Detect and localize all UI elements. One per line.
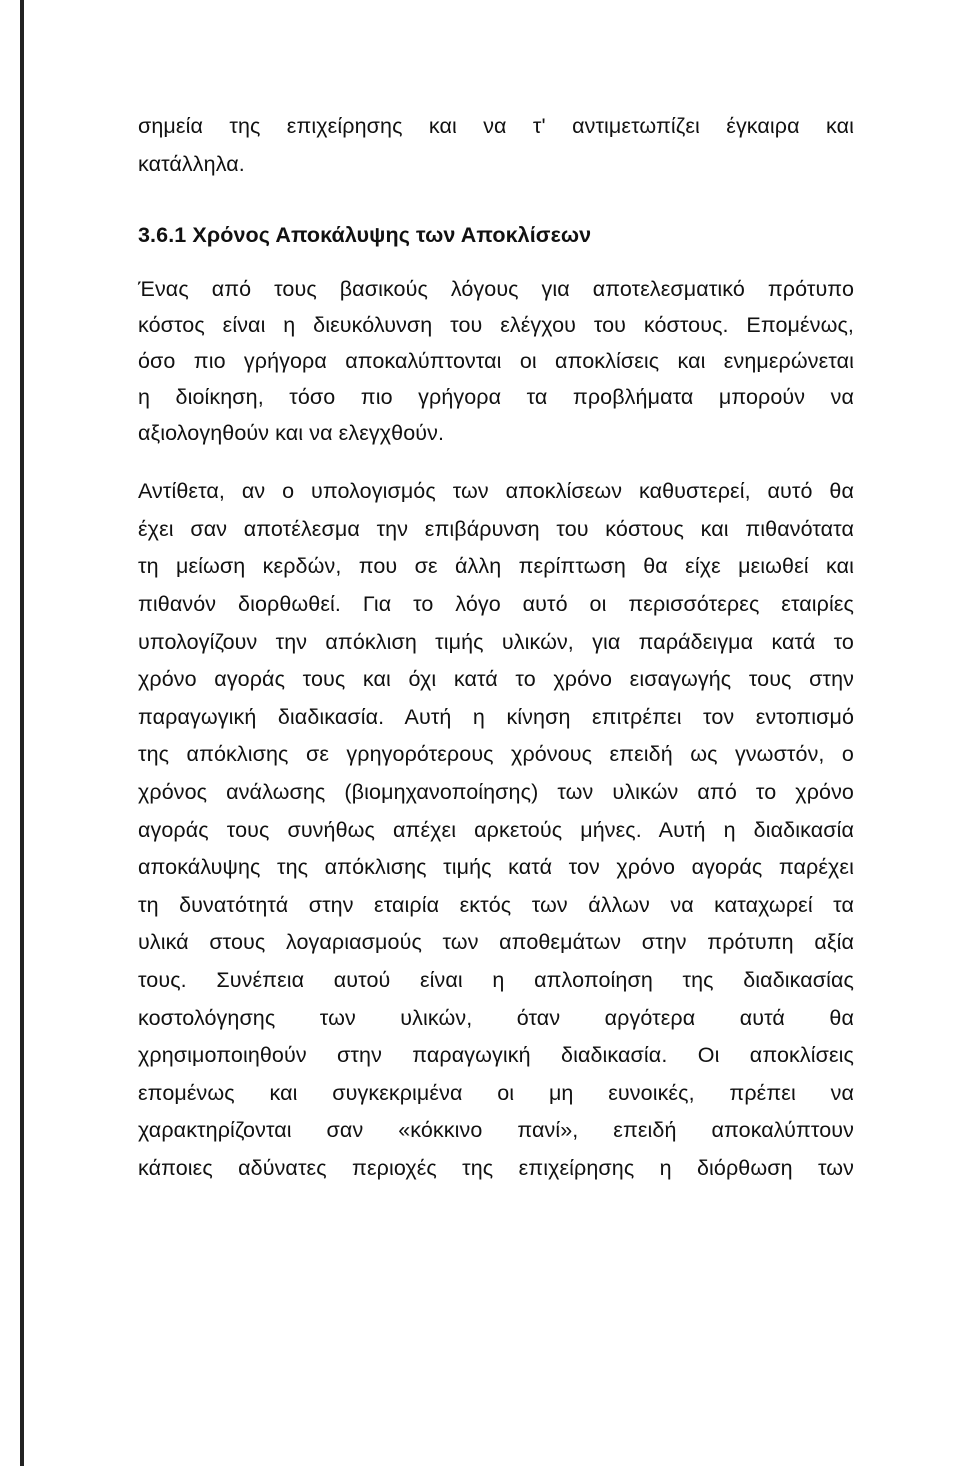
p1-line-1: Ένας από τους βασικούς λόγους για αποτελεσματικό πρότυπο — [138, 277, 854, 302]
p2-line-8: της απόκλισης σε γρηγορότερους χρόνους επειδή ως γνωστόν, ο — [138, 742, 854, 767]
intro-line-2: κατάλληλα. — [138, 151, 245, 176]
page-edge-rule — [20, 0, 24, 1466]
p2-line-5: υπολογίζουν την απόκλιση τιμής υλικών, για παράδειγμα κατά το — [138, 629, 854, 654]
p2-line-16: χρησιμοποιηθούν στην παραγωγική διαδικασία. Οι αποκλίσεις — [138, 1043, 854, 1068]
p2-line-14: τους. Συνέπεια αυτού είναι η απλοποίηση της διαδικασίας — [138, 967, 854, 992]
intro-paragraph — [138, 108, 854, 183]
p1-line-4: η διοίκηση, τόσο πιο γρήγορα τα προβλήματα μπορούν να — [138, 385, 854, 410]
section-heading: 3.6.1 Χρόνος Αποκάλυψης των Αποκλίσεων — [138, 223, 592, 248]
p2-line-6: χρόνο αγοράς τους και όχι κατά το χρόνο εισαγωγής τους στην — [138, 667, 854, 692]
p2-line-15: κοστολόγησης των υλικών, όταν αργότερα αυτά θα — [138, 1005, 854, 1030]
p2-line-4: πιθανόν διορθωθεί. Για το λόγο αυτό οι περισσότερες εταιρίες — [138, 591, 854, 616]
p2-line-18: χαρακτηρίζονται σαν «κόκκινο πανί», επειδή αποκαλύπτουν — [138, 1118, 854, 1143]
p2-line-10: αγοράς τους συνήθως απέχει αρκετούς μήνες. Αυτή η διαδικασία — [138, 817, 854, 842]
p2-line-13: υλικά στους λογαριασμούς των αποθεμάτων στην πρότυπη αξία — [138, 930, 854, 955]
p1-line-3: όσο πιο γρήγορα αποκαλύπτονται οι αποκλίσεις και ενημερώνεται — [138, 349, 854, 374]
p2-line-19: κάποιες αδύνατες περιοχές της επιχείρησης η διόρθωση των — [138, 1155, 854, 1180]
document-page — [138, 108, 854, 1187]
p2-line-17: επομένως και συγκεκριμένα οι μη ευνοικές, πρέπει να — [138, 1080, 854, 1105]
p2-line-9: χρόνος ανάλωσης (βιομηχανοποίησης) των υλικών από το χρόνο — [138, 779, 854, 804]
p2-line-2: έχει σαν αποτέλεσμα την επιβάρυνση του κόστους και πιθανότατα — [138, 516, 854, 541]
paragraph-2 — [138, 473, 854, 1187]
p2-line-1: Αντίθετα, αν ο υπολογισμός των αποκλίσεων καθυστερεί, αυτό θα — [138, 479, 854, 504]
paragraph-1 — [138, 271, 854, 451]
p2-line-3: τη μείωση κερδών, που σε άλλη περίπτωση θα είχε μειωθεί και — [138, 554, 854, 579]
intro-line-1: σημεία της επιχείρησης και να τ' αντιμετωπίζει έγκαιρα και — [138, 114, 854, 138]
p2-line-12: τη δυνατότητά στην εταιρία εκτός των άλλων να καταχωρεί τα — [138, 892, 854, 917]
p1-line-5: αξιολογηθούν και να ελεγχθούν. — [138, 421, 445, 446]
p1-line-2: κόστος είναι η διευκόλυνση του ελέγχου του κόστους. Επομένως, — [138, 313, 854, 338]
p2-line-7: παραγωγική διαδικασία. Αυτή η κίνηση επιτρέπει τον εντοπισμό — [138, 704, 854, 729]
p2-line-11: αποκάλυψης της απόκλισης τιμής κατά τον χρόνο αγοράς παρέχει — [138, 855, 854, 880]
